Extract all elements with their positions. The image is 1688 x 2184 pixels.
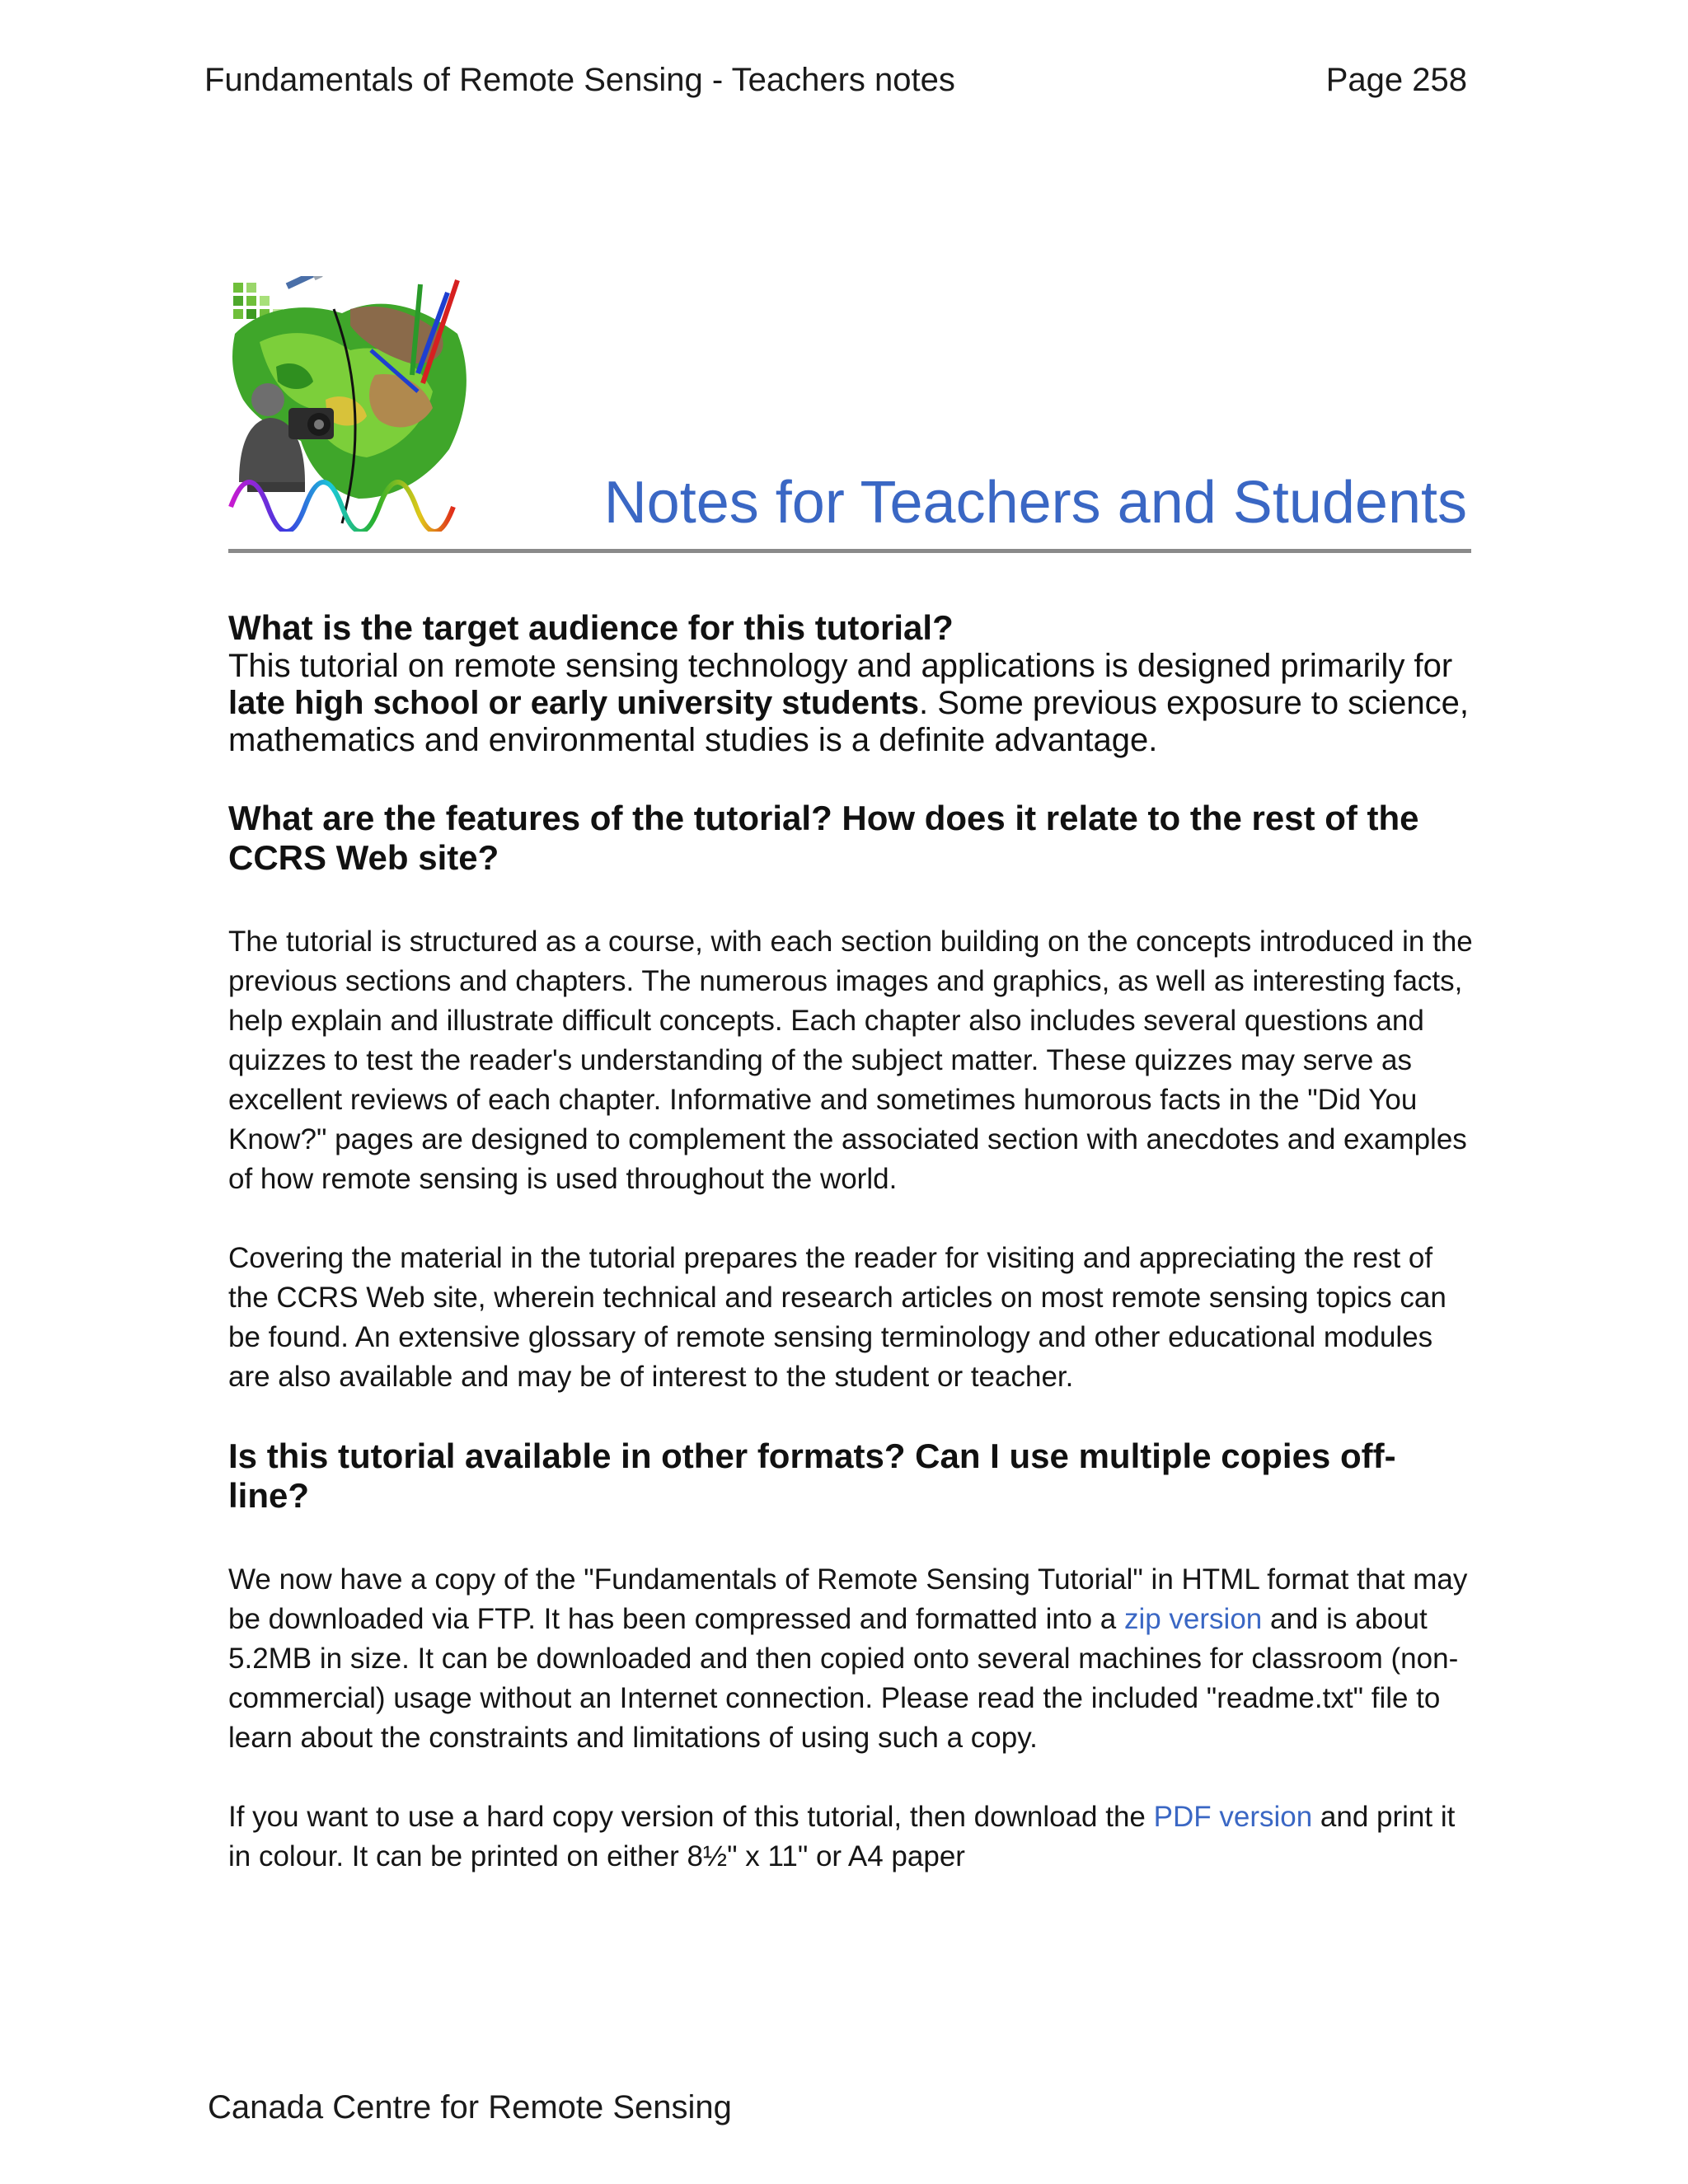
remote-sensing-collage-logo <box>227 276 499 532</box>
audience-bold-text: late high school or early university students <box>228 685 919 721</box>
formats-p1-text-start: We now have a copy of the "Fundamentals of Remote Sensing Tutorial" in HTML format that may be downloaded via FTP. It has been compressed and formatted into a <box>228 1563 1468 1635</box>
audience-paragraph <box>228 648 1473 759</box>
formats-paragraph-1 <box>228 1560 1473 1758</box>
main-content <box>228 608 1473 1877</box>
audience-text-end: . Some previous exposure to science, mathematics and environmental studies is a definite advantage. <box>228 685 1470 758</box>
formats-p2-text-start: If you want to use a hard copy version of this tutorial, then download the <box>228 1801 1154 1833</box>
running-header-title: Fundamentals of Remote Sensing - Teachers notes <box>204 62 955 98</box>
section-heading-features: What are the features of the tutorial? How does it relate to the rest of the CCRS Web site? <box>228 799 1419 877</box>
zip-version-link[interactable]: zip version <box>1123 1603 1263 1635</box>
running-footer: Canada Centre for Remote Sensing <box>208 2089 732 2125</box>
features-paragraph-1: The tutorial is structured as a course, with each section building on the concepts introduced in the previous sections and chapters. The numerous images and graphics, as well as interesting facts, help explain and illustrate difficult concepts. Each chapter also includes several questions and quizzes to test the reader's understanding of the subject matter. These quizzes may serve as excellent reviews of each chapter. Informative and sometimes humorous facts in the "Did You Know?" pages are designed to complement the associated section with anecdotes and examples of how remote sensing is used throughout the world. <box>228 926 1473 1195</box>
section-heading-audience: What is the target audience for this tutorial? <box>228 608 954 647</box>
features-paragraph-2: Covering the material in the tutorial prepares the reader for visiting and appreciating the rest of the CCRS Web site, wherein technical and research articles on most remote sensing topics can be found. An extensive glossary of remote sensing terminology and other educational modules are also available and may be of interest to the student or teacher. <box>228 1242 1447 1393</box>
formats-p1-text-end: and is about 5.2MB in size. It can be downloaded and then copied onto several machines for classroom (non-commercial) usage without an Internet connection. Please read the included "readme.txt" file to learn about the constraints and limitations of using such a copy. <box>228 1603 1459 1754</box>
section-heading-formats: Is this tutorial available in other formats? Can I use multiple copies off-line? <box>228 1436 1396 1515</box>
pdf-version-link[interactable]: PDF version <box>1153 1801 1313 1833</box>
formats-p2-text-end: and print it in colour. It can be printed on either 8½" x 11" or A4 paper <box>228 1801 1456 1872</box>
title-divider <box>228 549 1471 553</box>
page-number: Page 258 <box>1325 62 1467 98</box>
audience-text-start: This tutorial on remote sensing technology and applications is designed primarily for <box>228 648 1453 684</box>
formats-paragraph-2 <box>228 1797 1473 1877</box>
page-title: Notes for Teachers and Students <box>603 470 1467 536</box>
